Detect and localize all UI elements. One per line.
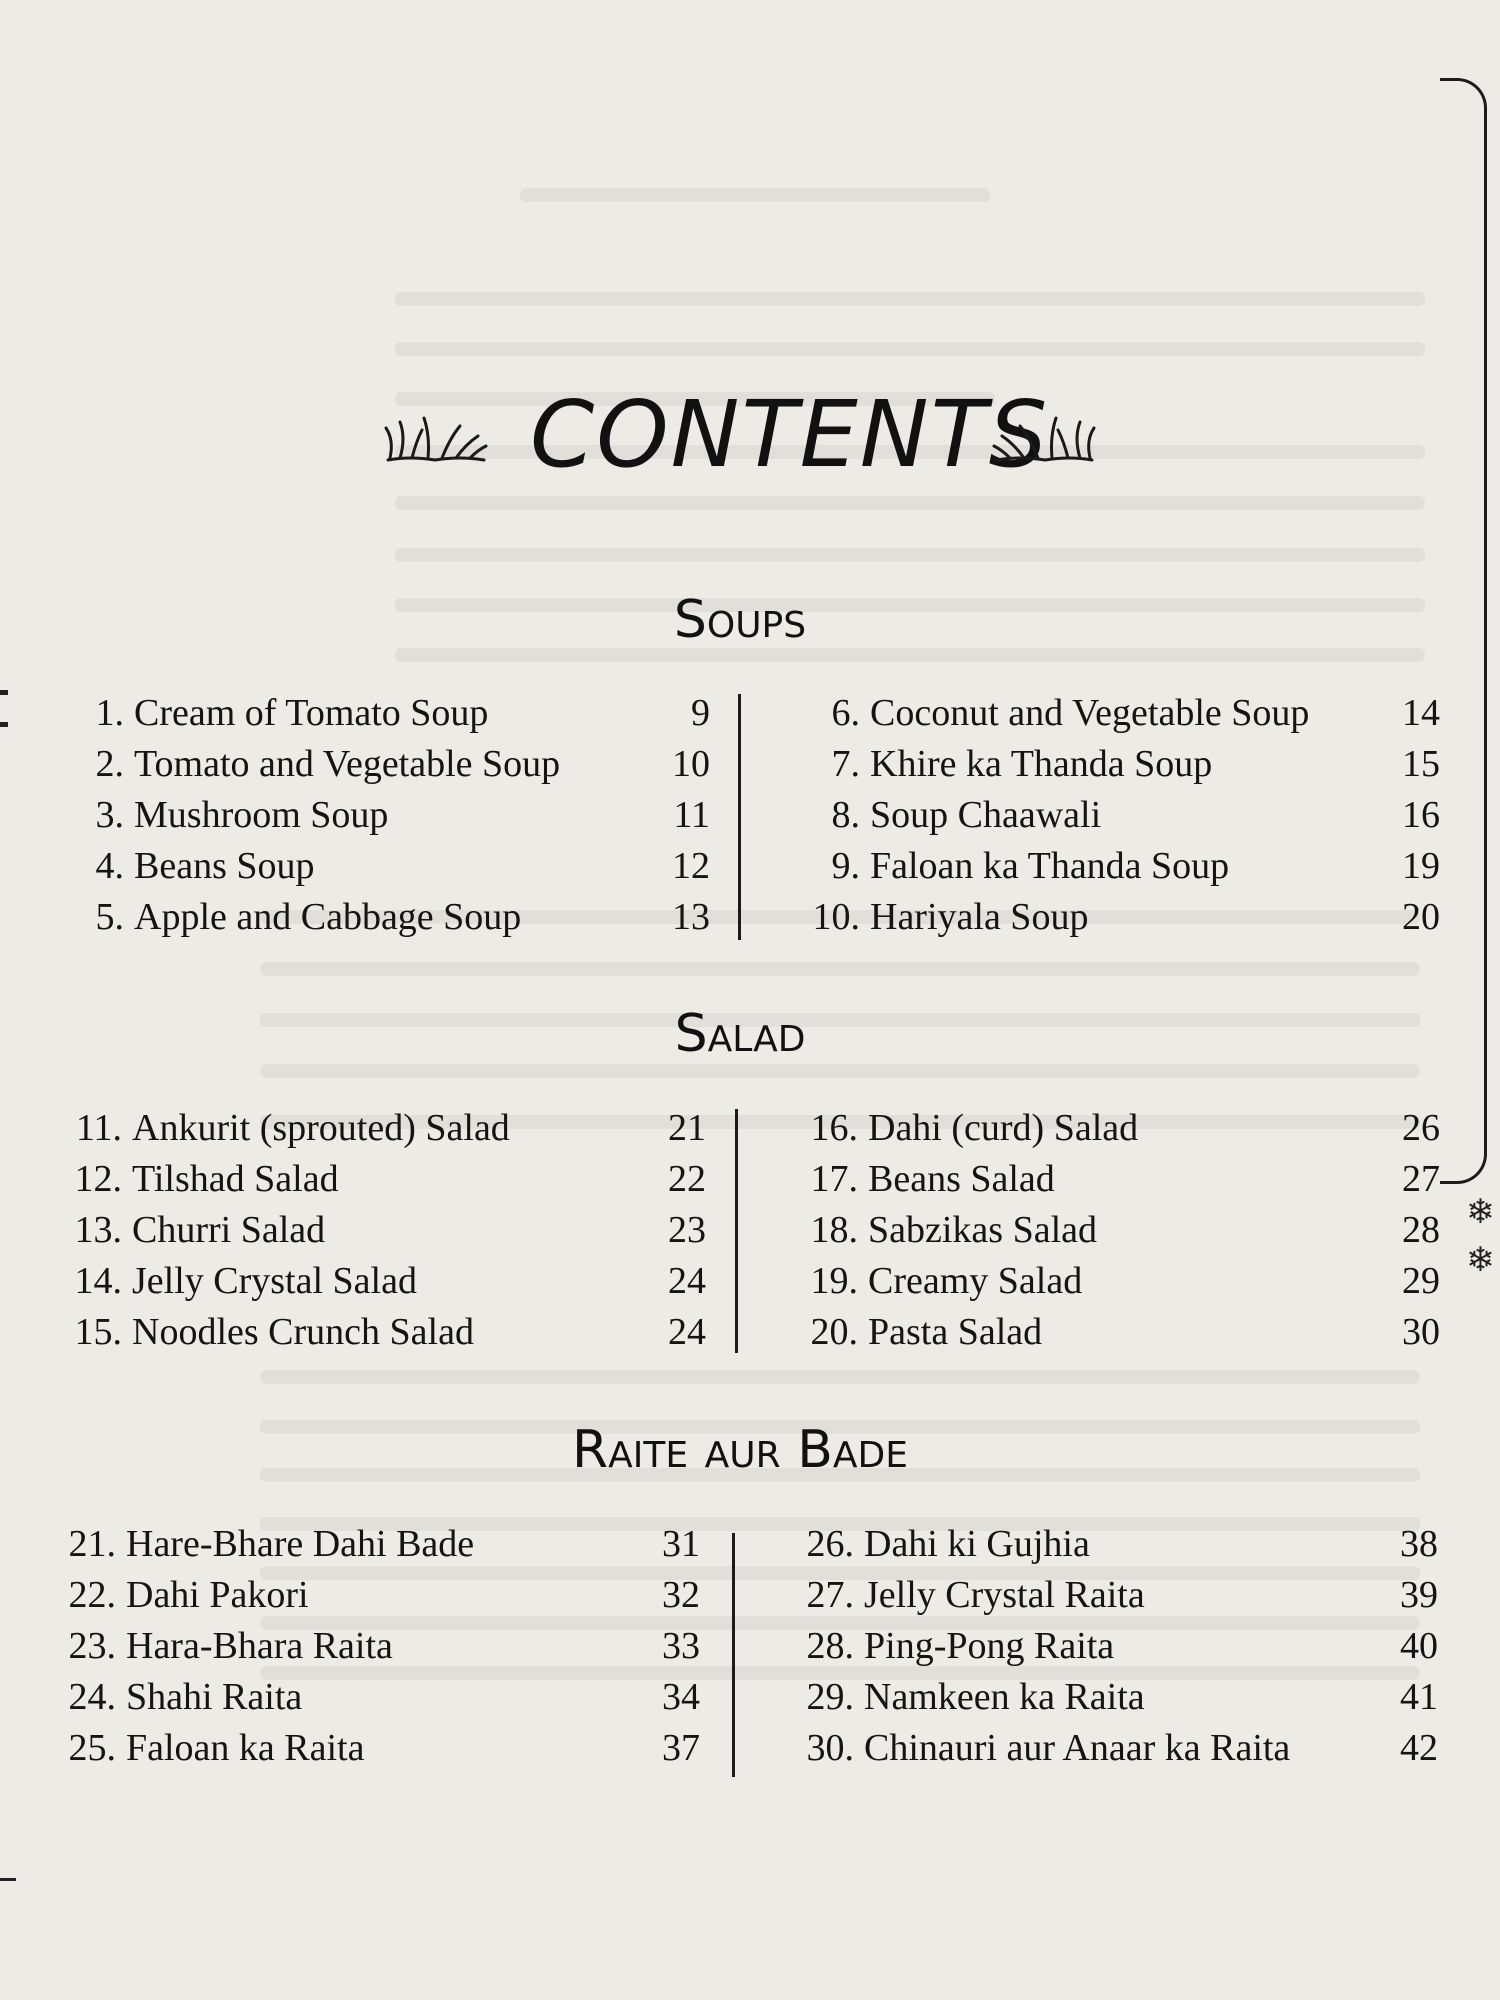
entry-title: Dahi (curd) Salad	[868, 1107, 1139, 1149]
entry-number: 11.	[75, 1107, 122, 1149]
leaf-spray-icon	[990, 410, 1100, 470]
entry-title: Hare-Bhare Dahi Bade	[126, 1523, 475, 1565]
entry-page: 29	[1402, 1260, 1440, 1302]
toc-entry[interactable]	[52, 688, 710, 739]
entry-number: 20.	[810, 1311, 858, 1353]
column-divider	[735, 1109, 738, 1353]
bleed-through-line	[395, 292, 1425, 306]
page-title: CONTENTS	[530, 381, 1050, 488]
entry-number: 30.	[806, 1727, 854, 1769]
entry-number: 25.	[68, 1727, 116, 1769]
entry-title: Cream of Tomato Soup	[134, 692, 489, 734]
entry-title: Jelly Crystal Raita	[864, 1574, 1145, 1616]
entry-page: 24	[668, 1311, 706, 1353]
entry-page: 20	[1402, 896, 1440, 938]
entry-page: 22	[668, 1158, 706, 1200]
entry-number: 22.	[68, 1574, 116, 1616]
entry-title: Coconut and Vegetable Soup	[870, 692, 1310, 734]
entry-title: Faloan ka Raita	[126, 1727, 365, 1769]
entry-number: 14.	[74, 1260, 122, 1302]
entry-page: 11	[673, 794, 710, 836]
toc-entry[interactable]	[786, 1307, 1440, 1358]
entry-number: 3.	[95, 794, 124, 836]
toc-entry[interactable]	[44, 1570, 700, 1621]
entry-title: Chinauri aur Anaar ka Raita	[864, 1727, 1291, 1769]
entry-number: 9.	[831, 845, 860, 887]
entry-page: 34	[662, 1676, 700, 1718]
entry-title: Sabzikas Salad	[868, 1209, 1098, 1251]
section-heading-soups: Soups	[673, 590, 807, 650]
entry-title: Hara-Bhara Raita	[126, 1625, 393, 1667]
toc-entry[interactable]	[782, 1672, 1438, 1723]
toc-entry[interactable]	[50, 1307, 706, 1358]
entry-page: 41	[1400, 1676, 1438, 1718]
entry-page: 19	[1402, 845, 1440, 887]
entry-number: 10.	[812, 896, 860, 938]
entry-title: Namkeen ka Raita	[864, 1676, 1145, 1718]
toc-entry[interactable]	[52, 790, 710, 841]
toc-entry[interactable]	[786, 1154, 1440, 1205]
edge-tick	[0, 1878, 16, 1881]
entry-number: 1.	[95, 692, 124, 734]
bleed-through-line	[520, 188, 990, 202]
entry-number: 6.	[831, 692, 860, 734]
entry-number: 15.	[74, 1311, 122, 1353]
entry-page: 13	[672, 896, 710, 938]
toc-entry[interactable]	[52, 739, 710, 790]
entry-page: 31	[662, 1523, 700, 1565]
entry-title: Noodles Crunch Salad	[132, 1311, 474, 1353]
entry-page: 27	[1402, 1158, 1440, 1200]
entry-page: 40	[1400, 1625, 1438, 1667]
entry-page: 42	[1400, 1727, 1438, 1769]
entry-page: 26	[1402, 1107, 1440, 1149]
page-header	[380, 380, 1100, 500]
entry-page: 16	[1402, 794, 1440, 836]
toc-entry[interactable]	[782, 1519, 1438, 1570]
toc-entry[interactable]	[44, 1672, 700, 1723]
entry-page: 21	[668, 1107, 706, 1149]
leaf-spray-icon	[380, 410, 490, 470]
entry-page: 30	[1402, 1311, 1440, 1353]
entry-title: Soup Chaawali	[870, 794, 1102, 836]
toc-entry[interactable]	[782, 1723, 1438, 1774]
entry-page: 38	[1400, 1523, 1438, 1565]
toc-entry[interactable]	[788, 790, 1440, 841]
entry-number: 21.	[68, 1523, 116, 1565]
toc-entry[interactable]	[44, 1519, 700, 1570]
section-heading-raite-aur-bade: Raite aur Bade	[572, 1420, 908, 1480]
entry-number: 29.	[806, 1676, 854, 1718]
snowflake-icon: ❄	[1466, 1240, 1495, 1280]
bleed-through-line	[260, 962, 1420, 976]
entry-page: 23	[668, 1209, 706, 1251]
toc-entry[interactable]	[50, 1256, 706, 1307]
toc-entry[interactable]	[786, 1205, 1440, 1256]
toc-entry[interactable]	[52, 892, 710, 943]
section-heading-salad: Salad	[674, 1004, 806, 1064]
entry-title: Ankurit (sprouted) Salad	[132, 1107, 510, 1149]
entry-title: Hariyala Soup	[870, 896, 1089, 938]
toc-entry[interactable]	[50, 1154, 706, 1205]
entry-page: 24	[668, 1260, 706, 1302]
edge-tick	[0, 722, 8, 727]
entry-page: 37	[662, 1727, 700, 1769]
entry-title: Beans Soup	[134, 845, 315, 887]
entry-number: 2.	[95, 743, 124, 785]
entry-number: 27.	[806, 1574, 854, 1616]
entry-page: 28	[1402, 1209, 1440, 1251]
entry-title: Creamy Salad	[868, 1260, 1083, 1302]
entry-title: Faloan ka Thanda Soup	[870, 845, 1230, 887]
bleed-through-line	[395, 548, 1425, 562]
entry-title: Shahi Raita	[126, 1676, 303, 1718]
entry-page: 15	[1402, 743, 1440, 785]
toc-entry[interactable]	[52, 841, 710, 892]
entry-number: 5.	[95, 896, 124, 938]
entry-page: 9	[691, 692, 710, 734]
entry-number: 4.	[95, 845, 124, 887]
entry-number: 24.	[68, 1676, 116, 1718]
entry-title: Churri Salad	[132, 1209, 326, 1251]
toc-entry[interactable]	[44, 1621, 700, 1672]
toc-entry[interactable]	[44, 1723, 700, 1774]
toc-entry[interactable]	[788, 841, 1440, 892]
column-divider	[732, 1533, 735, 1777]
entry-title: Tilshad Salad	[132, 1158, 339, 1200]
entry-number: 19.	[810, 1260, 858, 1302]
entry-page: 33	[662, 1625, 700, 1667]
entry-number: 23.	[68, 1625, 116, 1667]
bleed-through-line	[260, 1064, 1420, 1078]
bleed-through-line	[260, 1370, 1420, 1384]
entry-title: Ping-Pong Raita	[864, 1625, 1115, 1667]
entry-number: 8.	[831, 794, 860, 836]
entry-title: Apple and Cabbage Soup	[134, 896, 522, 938]
toc-entry[interactable]	[788, 892, 1440, 943]
toc-entry[interactable]	[782, 1570, 1438, 1621]
toc-entry[interactable]	[788, 739, 1440, 790]
column-divider	[738, 694, 741, 940]
entry-page: 12	[672, 845, 710, 887]
entry-number: 12.	[74, 1158, 122, 1200]
entry-title: Beans Salad	[868, 1158, 1055, 1200]
toc-entry[interactable]	[788, 688, 1440, 739]
edge-tick	[0, 690, 8, 695]
entry-number: 7.	[831, 743, 860, 785]
entry-number: 18.	[810, 1209, 858, 1251]
entry-title: Dahi Pakori	[126, 1574, 309, 1616]
toc-entry[interactable]	[50, 1205, 706, 1256]
toc-entry[interactable]	[50, 1103, 706, 1154]
entry-number: 28.	[806, 1625, 854, 1667]
entry-page: 14	[1402, 692, 1440, 734]
bleed-through-line	[395, 342, 1425, 356]
snowflake-icon: ❄	[1466, 1192, 1495, 1232]
toc-entry[interactable]	[786, 1256, 1440, 1307]
entry-page: 39	[1400, 1574, 1438, 1616]
entry-number: 17.	[810, 1158, 858, 1200]
entry-title: Pasta Salad	[868, 1311, 1043, 1353]
entry-title: Tomato and Vegetable Soup	[134, 743, 561, 785]
entry-number: 13.	[74, 1209, 122, 1251]
entry-title: Mushroom Soup	[134, 794, 389, 836]
toc-entry[interactable]	[782, 1621, 1438, 1672]
entry-title: Dahi ki Gujhia	[864, 1523, 1090, 1565]
toc-entry[interactable]	[786, 1103, 1440, 1154]
entry-page: 32	[662, 1574, 700, 1616]
entry-title: Khire ka Thanda Soup	[870, 743, 1213, 785]
entry-title: Jelly Crystal Salad	[132, 1260, 417, 1302]
entry-number: 26.	[806, 1523, 854, 1565]
entry-page: 10	[672, 743, 710, 785]
entry-number: 16.	[810, 1107, 858, 1149]
